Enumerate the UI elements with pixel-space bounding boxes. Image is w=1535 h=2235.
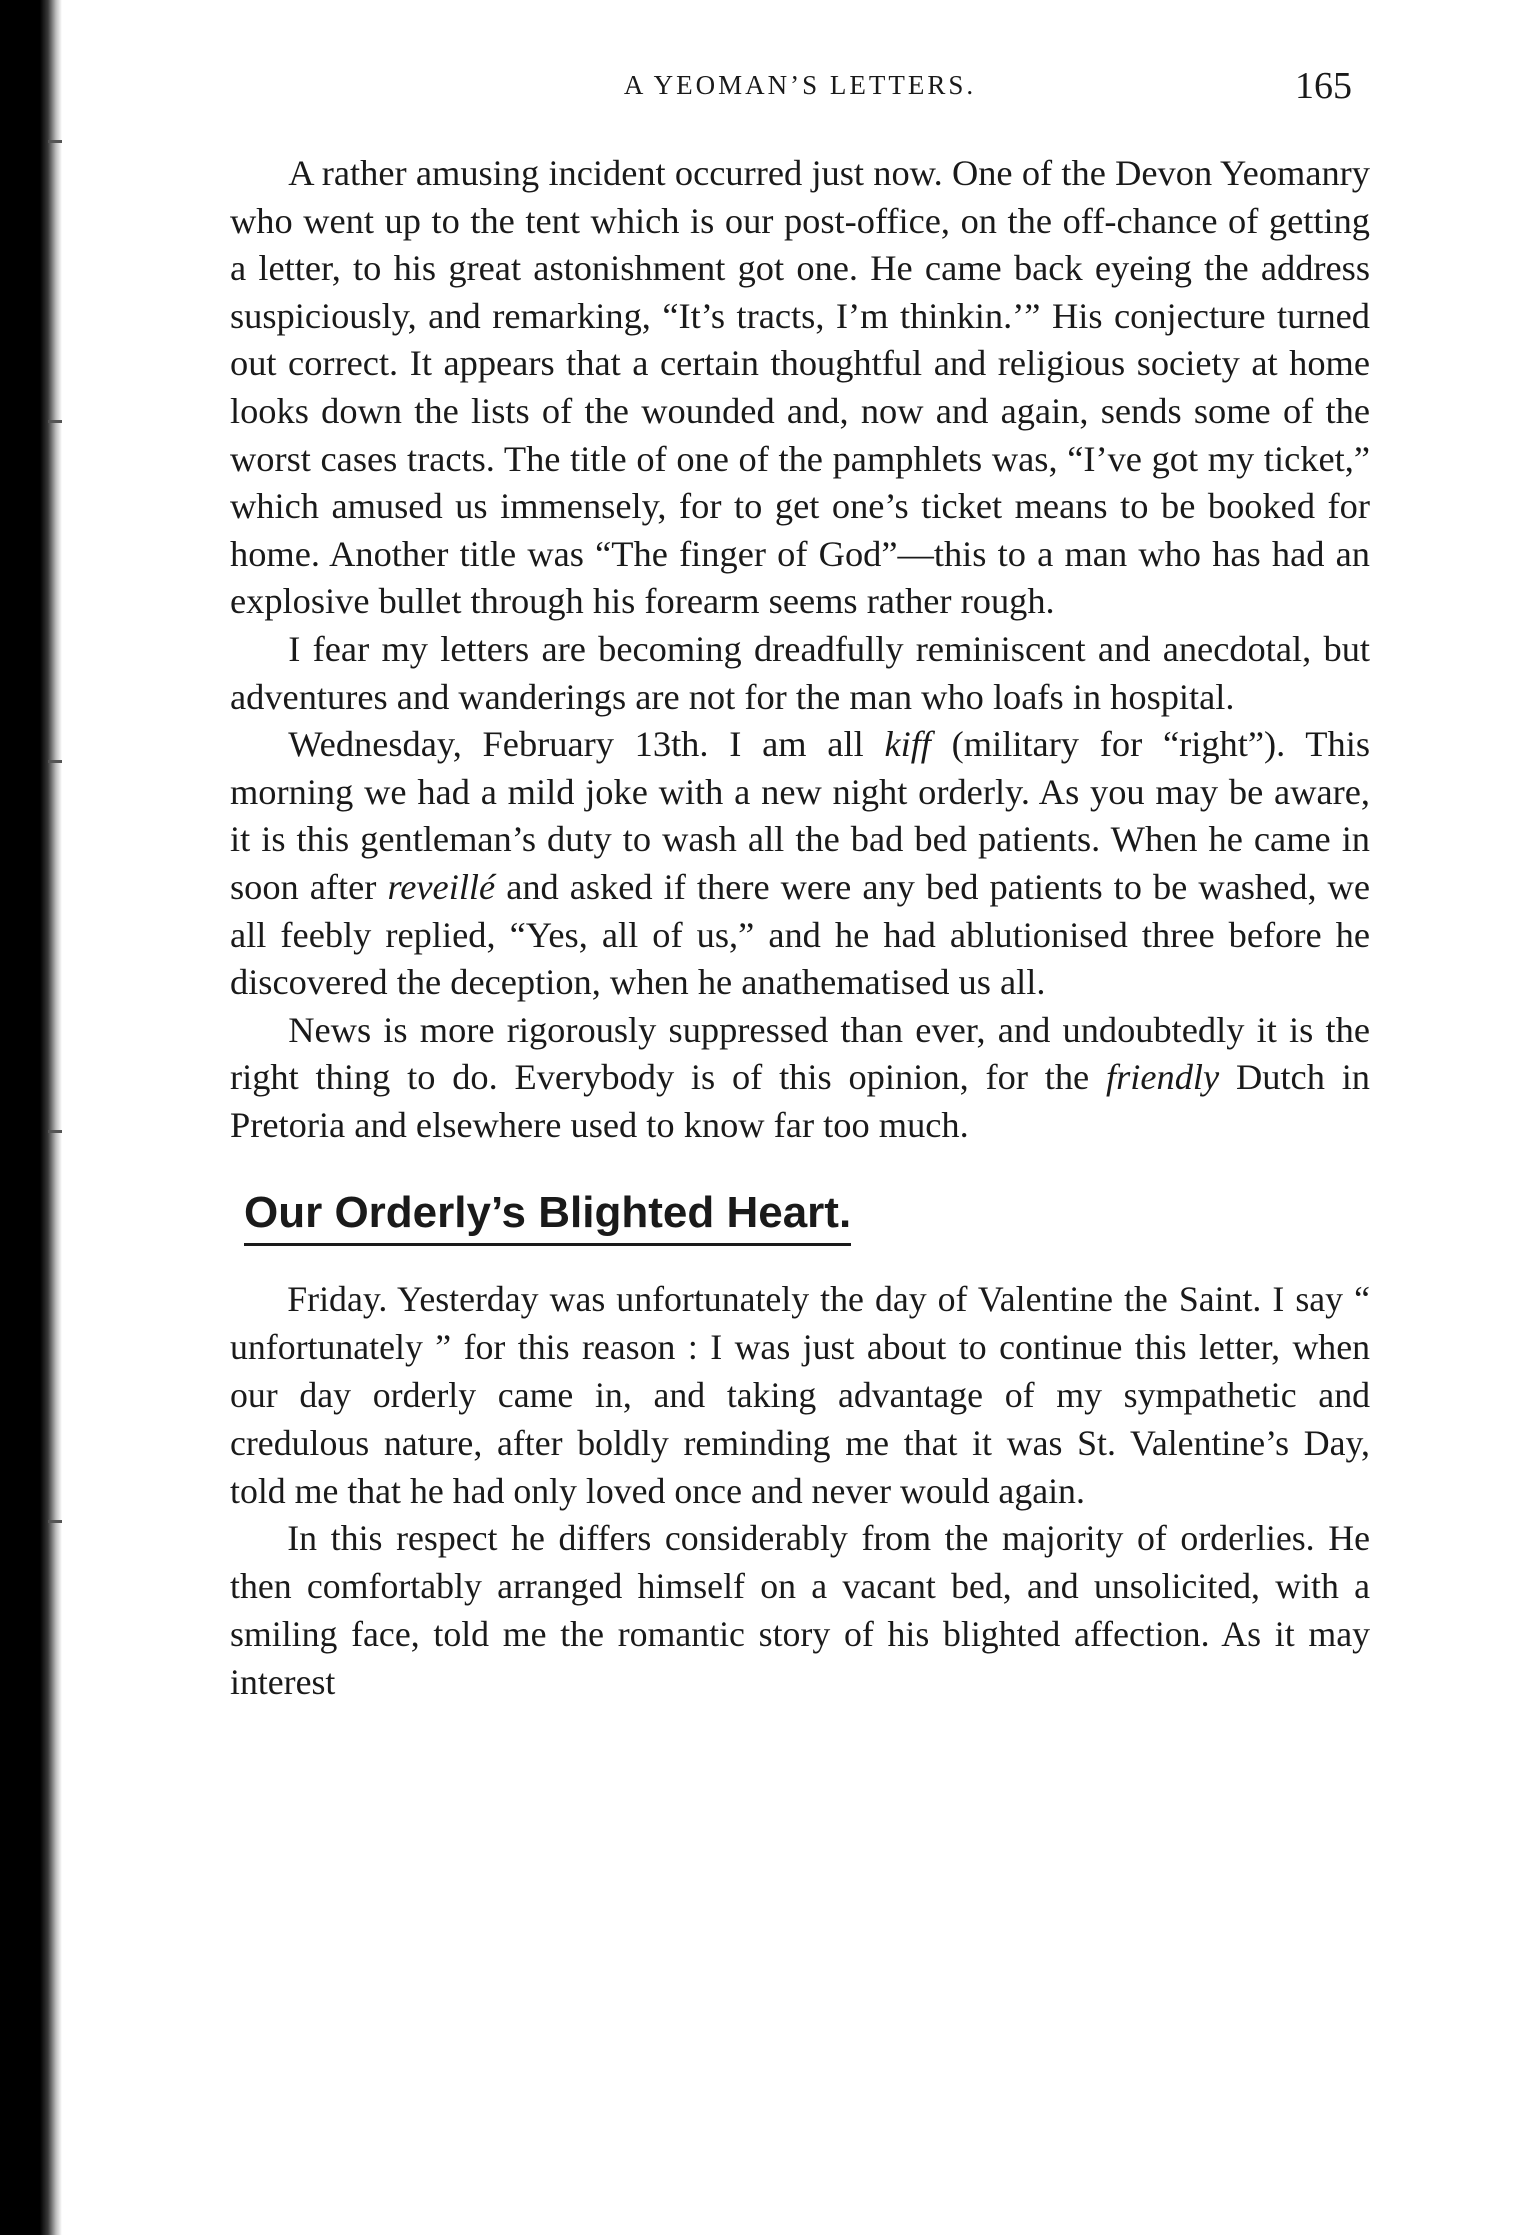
friendly-italic: friendly bbox=[1105, 1057, 1220, 1098]
paragraph-reminiscent: I fear my letters are becoming dreadfully reminiscent and anecdotal, but adventures and wanderings are not for the man who loafs in hospital. bbox=[230, 628, 1370, 717]
paragraph-news bbox=[230, 1007, 1370, 1150]
spine-mark bbox=[48, 760, 62, 763]
letter-body bbox=[230, 150, 1370, 1149]
running-title: A YEOMAN’S LETTERS. bbox=[623, 70, 977, 100]
page-number: 165 bbox=[1295, 65, 1352, 107]
book-spine-shadow bbox=[0, 0, 62, 2235]
spine-mark bbox=[48, 1520, 62, 1523]
paragraph-friday: Friday. Yesterday was unfortunately the day of Valentine the Saint. I say “ unfortunately ” for this reason : I was just about to continue this letter, when our day orderly came in, and taking advantage of my sympathetic and credulous nature, after boldly reminding me that it was St. Valentine’s Day, told me that he had only loved once and never would again. bbox=[230, 1279, 1370, 1511]
paragraph-wednesday-text-3: and asked if there were any bed patients to be washed, we all feebly replied, “Yes, all of us,” and he had ablutionised three before he discovered the deception, when he anathematised us all. bbox=[230, 866, 1370, 1003]
paragraph-wednesday bbox=[230, 721, 1370, 1007]
book-page bbox=[230, 60, 1370, 1707]
reveille-italic: reveillé bbox=[387, 866, 496, 907]
section-heading: Our Orderly’s Blighted Heart. bbox=[244, 1187, 851, 1246]
paragraph-news-text-2: Dutch in Pretoria and elsewhere used to know far too much. bbox=[230, 1057, 1370, 1145]
kiff-italic: kiff bbox=[884, 724, 931, 765]
spine-mark bbox=[48, 140, 62, 143]
section-body bbox=[230, 1276, 1370, 1706]
spine-mark bbox=[48, 420, 62, 423]
paragraph-news-text-1: News is more rigorously suppressed than ever, and undoubtedly it is the right thing to do. Everybody is of this opinion, for the bbox=[230, 1009, 1370, 1098]
paragraph-wednesday-text-1: Wednesday, February 13th. I am all bbox=[288, 724, 885, 765]
paragraph-wednesday-text-2: (military for “right”). This morning we had a mild joke with a new night orderly. As you may be aware, it is this gentleman’s duty to wash all the bad bed patients. When he came in soon after bbox=[230, 724, 1370, 907]
paragraph-orderlies: In this respect he differs considerably from the majority of orderlies. He then comfortably arranged himself on a vacant bed, and unsolicited, with a smiling face, told me the romantic story of his blighted affection. As it may interest bbox=[230, 1518, 1370, 1702]
running-head bbox=[230, 60, 1370, 120]
paragraph-post-office: A rather amusing incident occurred just now. One of the Devon Yeomanry who went up to the tent which is our post-office, on the off-chance of getting a letter, to his great astonishment got one. He came back eyeing the address suspiciously, and remarking, “It’s tracts, I’m thinkin.’” His conjecture turned out correct. It appears that a certain thoughtful and religious society at home looks down the lists of the wounded and, now and again, sends some of the worst cases tracts. The title of one of the pamphlets was, “I’ve got my ticket,” which amused us immensely, for to get one’s ticket means to be booked for home. Another title was “The finger of God”—this to a man who has had an explosive bullet through his forearm seems rather rough. bbox=[230, 153, 1370, 622]
spine-mark bbox=[48, 1130, 62, 1133]
